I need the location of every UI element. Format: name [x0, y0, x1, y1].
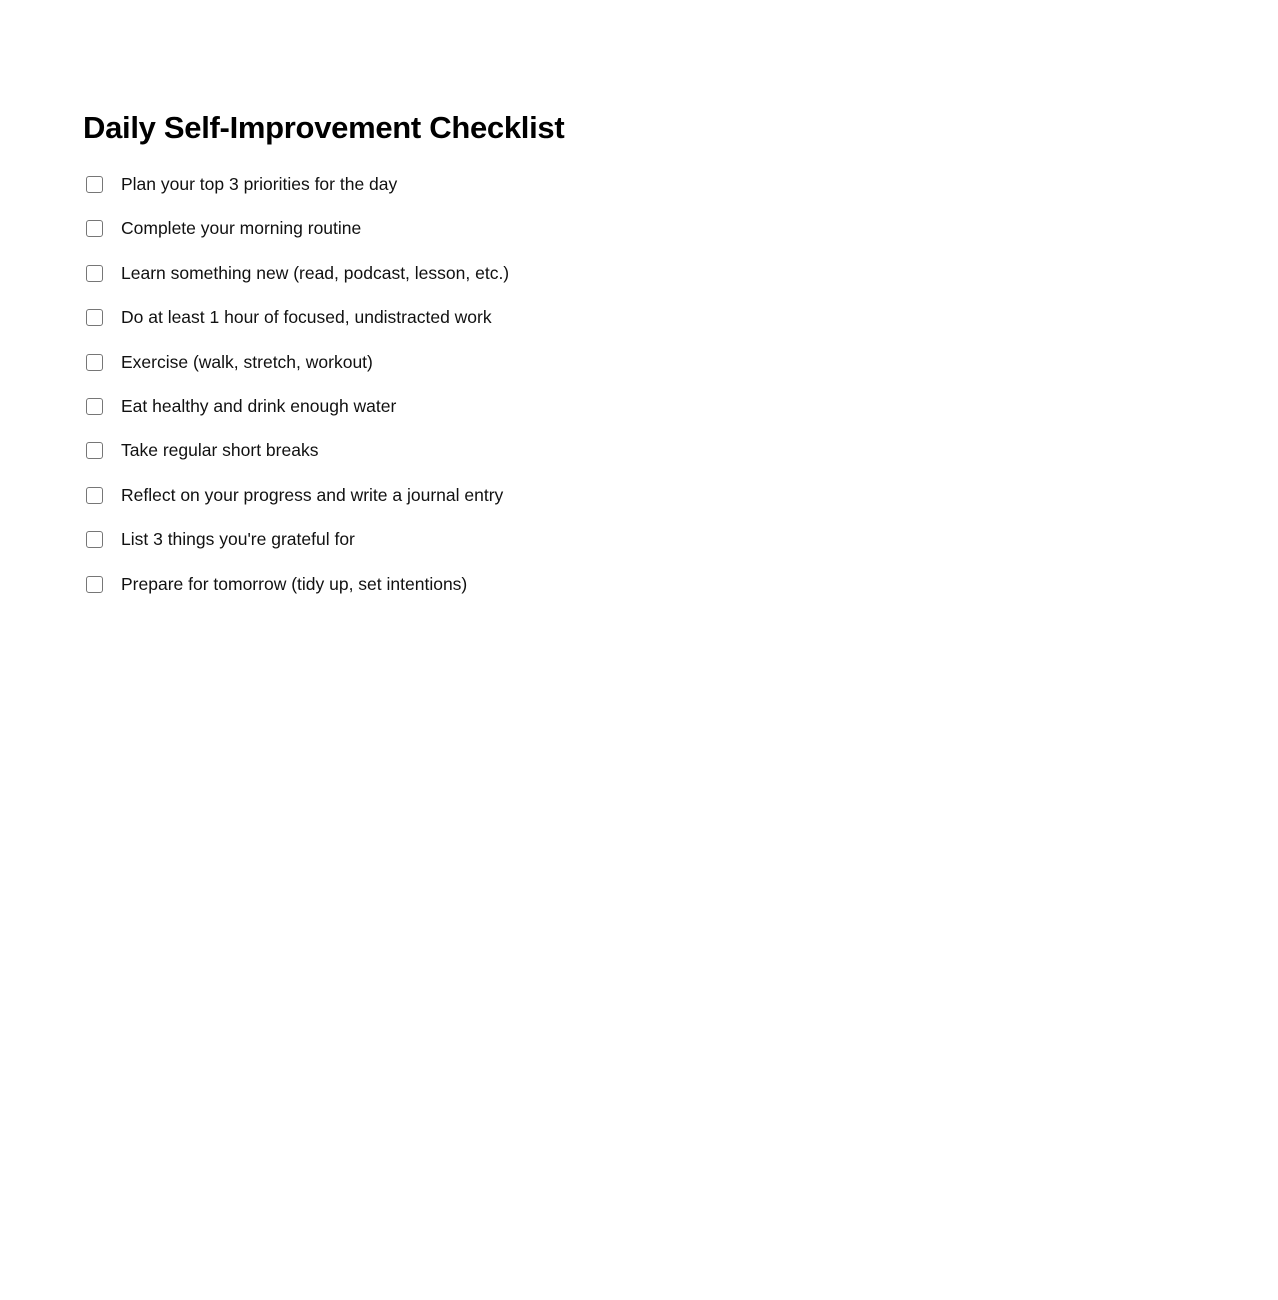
checklist-item[interactable]	[86, 573, 509, 617]
checkbox[interactable]	[86, 309, 103, 326]
checklist-item[interactable]	[86, 217, 509, 261]
checklist-item[interactable]	[86, 395, 509, 439]
checklist-item-label[interactable]: Prepare for tomorrow (tidy up, set intentions)	[121, 573, 468, 594]
checklist-item[interactable]	[86, 262, 509, 306]
checkbox[interactable]	[86, 576, 103, 593]
checkbox[interactable]	[86, 176, 103, 193]
checkbox[interactable]	[86, 531, 103, 548]
checklist-item[interactable]	[86, 306, 509, 350]
checklist-item[interactable]	[86, 439, 509, 483]
checkbox[interactable]	[86, 487, 103, 504]
page-title: Daily Self-Improvement Checklist	[83, 110, 565, 145]
checkbox[interactable]	[86, 398, 103, 415]
checklist-item-label[interactable]: Complete your morning routine	[121, 218, 362, 239]
checklist	[86, 173, 509, 617]
checklist-item-label[interactable]: Exercise (walk, stretch, workout)	[121, 351, 373, 372]
checklist-item[interactable]	[86, 173, 509, 217]
checklist-item-label[interactable]: Learn something new (read, podcast, lesson, etc.)	[121, 262, 510, 283]
checklist-item-label[interactable]: Reflect on your progress and write a journal entry	[121, 484, 504, 505]
checklist-item[interactable]	[86, 484, 509, 528]
checklist-item-label[interactable]: List 3 things you're grateful for	[121, 529, 355, 550]
checklist-item-label[interactable]: Do at least 1 hour of focused, undistracted work	[121, 307, 492, 328]
checkbox[interactable]	[86, 265, 103, 282]
checkbox[interactable]	[86, 354, 103, 371]
checkbox[interactable]	[86, 220, 103, 237]
checklist-item[interactable]	[86, 528, 509, 572]
checklist-item-label[interactable]: Take regular short breaks	[121, 440, 319, 461]
checklist-item-label[interactable]: Eat healthy and drink enough water	[121, 395, 397, 416]
checkbox[interactable]	[86, 442, 103, 459]
checklist-item[interactable]	[86, 351, 509, 395]
checklist-item-label[interactable]: Plan your top 3 priorities for the day	[121, 174, 398, 194]
